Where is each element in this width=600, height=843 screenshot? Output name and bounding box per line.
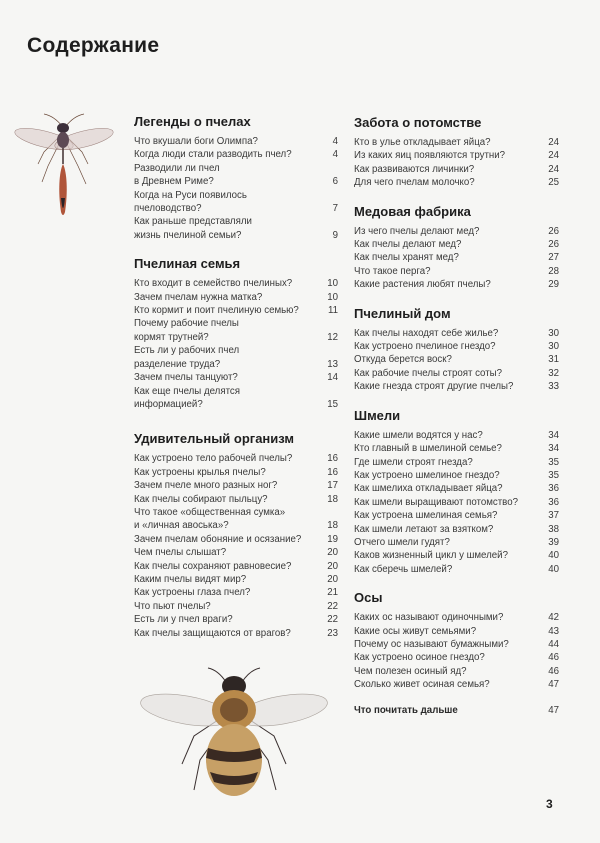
toc-entry[interactable] (354, 678, 559, 691)
entry-page: 20 (327, 560, 338, 572)
entry-title: Кто в улье откладывает яйца? (354, 137, 491, 148)
toc-entry[interactable] (134, 385, 338, 412)
section-title: Осы (354, 590, 383, 606)
entry-page: 37 (548, 510, 559, 522)
toc-entry[interactable] (354, 625, 559, 638)
section-amazing-organism (134, 431, 338, 640)
entry-title: Зачем пчелы танцуют? (134, 372, 238, 384)
entry-page: 36 (548, 496, 559, 508)
entry-title: Каков жизненный цикл у шмелей? (354, 550, 508, 562)
entry-title: Как пчелы защищаются от врагов? (134, 627, 291, 639)
entry-page: 40 (548, 550, 559, 562)
entry-title: Что вкушали боги Олимпа? (134, 136, 258, 147)
toc-entry[interactable] (354, 278, 559, 291)
entry-title: Как сберечь шмелей? (354, 563, 453, 575)
entry-page: 42 (548, 612, 559, 624)
entry-title: Отчего шмели гудят? (354, 536, 450, 548)
toc-entry[interactable] (354, 429, 559, 442)
section-wasps (354, 590, 559, 691)
entry-title: Как пчелы сохраняют равновесие? (134, 560, 292, 572)
entry-title: Когда люди стали разводить пчел? (134, 149, 292, 161)
toc-entry[interactable] (134, 466, 338, 479)
entry-page: 27 (548, 252, 559, 264)
toc-entry[interactable] (134, 371, 338, 384)
entry-title: Как шмелиха откладывает яйца? (354, 483, 503, 495)
entry-page: 16 (327, 453, 338, 465)
entry-title: Зачем пчелам нужна матка? (134, 291, 263, 303)
entry-page: 33 (548, 381, 559, 393)
entry-title: Для чего пчелам молочко? (354, 177, 475, 189)
toc-entry[interactable] (134, 304, 338, 317)
toc-entry[interactable] (354, 482, 559, 495)
entry-page: 12 (327, 331, 338, 343)
entry-page: 13 (327, 358, 338, 370)
entry-page: 29 (548, 279, 559, 291)
toc-entry[interactable] (354, 367, 559, 380)
section-offspring-care (354, 115, 559, 190)
entry-page: 24 (548, 137, 559, 148)
toc-entry[interactable] (134, 148, 338, 161)
section-title: Легенды о пчелах (134, 114, 251, 129)
entry-title: Как шмели выращивают потомство? (354, 496, 518, 508)
entry-page: 18 (327, 493, 338, 505)
entry-title: Из каких яиц появляются трутни? (354, 150, 506, 162)
contents-left-column (134, 114, 338, 654)
toc-entry[interactable] (354, 469, 559, 482)
entry-title: Почему рабочие пчелы кормят трутней? (134, 318, 239, 343)
toc-entry[interactable] (354, 251, 559, 264)
entry-title: Как пчелы собирают пыльцу? (134, 493, 268, 505)
toc-entry[interactable] (354, 523, 559, 536)
entry-page: 36 (548, 483, 559, 495)
entry-page: 46 (548, 665, 559, 677)
entry-title: Как устроены крылья пчелы? (134, 466, 266, 478)
toc-entry[interactable] (354, 509, 559, 522)
entry-title: Разводили ли пчел в Древнем Риме? (134, 162, 220, 188)
entry-page: 32 (548, 367, 559, 379)
entry-page: 30 (548, 327, 559, 339)
toc-entry[interactable] (354, 149, 559, 162)
entry-page: 26 (548, 225, 559, 237)
entry-page: 10 (327, 278, 338, 290)
toc-entry[interactable] (354, 327, 559, 340)
toc-entry[interactable] (354, 265, 559, 278)
entry-title: Каким пчелы видят мир? (134, 573, 247, 585)
entry-page: 47 (548, 704, 559, 716)
section-bee-house (354, 306, 559, 394)
entry-page: 14 (327, 372, 338, 384)
toc-entry[interactable] (134, 291, 338, 304)
entry-title: Кто главный в шмелиной семье? (354, 443, 502, 455)
toc-entry[interactable] (354, 340, 559, 353)
entry-page: 6 (332, 176, 338, 188)
entry-page: 18 (327, 520, 338, 532)
toc-entry[interactable] (134, 560, 338, 573)
entry-page: 46 (548, 652, 559, 664)
entry-title: Каких ос называют одиночными? (354, 612, 504, 624)
entry-title: Чем пчелы слышат? (134, 547, 227, 559)
entry-title: Как устроено шмелиное гнездо? (354, 469, 500, 481)
entry-title: Как устроено осиное гнездо? (354, 652, 485, 664)
entry-page: 10 (327, 291, 338, 303)
entry-page: 24 (548, 150, 559, 162)
entry-page: 22 (327, 614, 338, 626)
toc-entry[interactable] (134, 277, 338, 290)
entry-title: Какие шмели водятся у нас? (354, 429, 483, 441)
entry-title: Кто кормит и поит пчелиную семью? (134, 305, 299, 317)
entry-title: Есть ли у пчел враги? (134, 614, 233, 626)
entry-page: 20 (327, 547, 338, 559)
toc-entry[interactable] (354, 549, 559, 562)
page-number: 3 (546, 797, 553, 811)
toc-entry[interactable] (354, 353, 559, 366)
entry-title: Чем полезен осиный яд? (354, 665, 467, 677)
toc-entry[interactable] (354, 665, 559, 678)
section-bumblebees (354, 408, 559, 576)
entry-page: 39 (548, 536, 559, 548)
toc-entry[interactable] (134, 546, 338, 559)
entry-title: Из чего пчелы делают мед? (354, 225, 480, 237)
entry-title: Сколько живет осиная семья? (354, 679, 490, 691)
entry-page: 11 (327, 305, 338, 317)
toc-entry[interactable] (134, 452, 338, 465)
toc-entry[interactable] (354, 176, 559, 189)
entry-page: 31 (548, 354, 559, 366)
entry-page: 40 (548, 563, 559, 575)
section-title: Пчелиная семья (134, 256, 241, 272)
section-title: Пчелиный дом (354, 305, 451, 321)
entry-title: Когда на Руси появилось пчеловодство? (134, 189, 247, 215)
entry-page: 26 (548, 239, 559, 251)
page-title: Содержание (27, 34, 160, 57)
section-title: Забота о потомстве (354, 115, 482, 130)
entry-page: 4 (332, 136, 338, 147)
toc-entry[interactable] (134, 162, 338, 189)
entry-page: 24 (548, 163, 559, 175)
toc-entry[interactable] (354, 638, 559, 651)
toc-entry[interactable] (134, 135, 338, 148)
section-legends (134, 114, 338, 242)
entry-page: 21 (327, 587, 338, 599)
entry-title: Где шмели строят гнезда? (354, 456, 473, 468)
toc-entry[interactable] (354, 136, 559, 149)
entry-page: 7 (332, 203, 338, 215)
toc-entry[interactable] (354, 238, 559, 251)
wasp-illustration (4, 112, 122, 224)
toc-entry[interactable] (354, 225, 559, 238)
entry-title: Зачем пчелам обоняние и осязание? (134, 533, 302, 545)
section-title: Медовая фабрика (354, 203, 471, 219)
toc-entry[interactable] (354, 380, 559, 393)
entry-title: Как устроена шмелиная семья? (354, 510, 498, 522)
entry-title: Как раньше представляли жизнь пчелиной семьи? (134, 216, 252, 241)
bumblebee-illustration (138, 660, 330, 810)
entry-title: Как устроено тело рабочей пчелы? (134, 453, 293, 465)
toc-entry[interactable] (134, 586, 338, 599)
entry-page: 38 (548, 523, 559, 535)
toc-entry[interactable] (134, 493, 338, 506)
toc-entry[interactable] (354, 611, 559, 624)
toc-entry[interactable] (134, 600, 338, 613)
entry-title: Откуда берется воск? (354, 354, 452, 366)
toc-entry[interactable] (134, 317, 338, 344)
entry-title: Что пьют пчелы? (134, 600, 211, 612)
entry-title: Как пчелы делают мед? (354, 239, 462, 251)
entry-page: 35 (548, 469, 559, 481)
toc-entry[interactable] (134, 189, 338, 216)
entry-page: 44 (548, 638, 559, 650)
entry-title: Есть ли у рабочих пчел разделение труда? (134, 345, 240, 370)
entry-page: 17 (327, 480, 338, 492)
entry-title: Как пчелы находят себе жилье? (354, 327, 499, 339)
entry-page: 34 (548, 429, 559, 441)
entry-title: Как устроены глаза пчел? (134, 587, 251, 599)
entry-page: 34 (548, 443, 559, 455)
section-honey-factory (354, 204, 559, 292)
entry-page: 22 (327, 600, 338, 612)
toc-entry[interactable] (134, 613, 338, 626)
toc-entry[interactable] (354, 442, 559, 455)
contents-right-column (354, 115, 559, 717)
section-title: Удивительный организм (134, 431, 295, 447)
toc-entry[interactable] (134, 215, 338, 242)
entry-title: Что почитать дальше (354, 704, 458, 716)
entry-title: Какие осы живут семьями? (354, 625, 477, 637)
entry-title: Зачем пчеле много разных ног? (134, 480, 278, 492)
entry-title: Кто входит в семейство пчелиных? (134, 278, 293, 290)
further-reading-entry[interactable] (354, 704, 559, 717)
entry-page: 47 (548, 679, 559, 691)
entry-title: Что такое перга? (354, 265, 431, 277)
entry-title: Как пчелы хранят мед? (354, 252, 459, 264)
toc-entry[interactable] (354, 536, 559, 549)
toc-entry[interactable] (134, 627, 338, 640)
toc-entry[interactable] (134, 479, 338, 492)
entry-page: 43 (548, 625, 559, 637)
entry-page: 23 (327, 627, 338, 639)
toc-entry[interactable] (354, 563, 559, 576)
toc-entry[interactable] (134, 573, 338, 586)
entry-title: Как развиваются личинки? (354, 163, 475, 175)
section-title: Шмели (354, 407, 401, 423)
entry-title: Как еще пчелы делятся информацией? (134, 385, 240, 410)
toc-entry[interactable] (354, 496, 559, 509)
toc-entry[interactable] (354, 163, 559, 176)
toc-entry[interactable] (354, 456, 559, 469)
entry-page: 9 (332, 229, 338, 241)
toc-entry[interactable] (134, 533, 338, 546)
toc-entry[interactable] (134, 344, 338, 371)
entry-page: 15 (327, 398, 338, 410)
entry-page: 25 (548, 177, 559, 189)
toc-entry[interactable] (354, 651, 559, 664)
entry-title: Почему ос называют бумажными? (354, 638, 509, 650)
entry-title: Как устроено пчелиное гнездо? (354, 341, 496, 353)
entry-page: 16 (327, 466, 338, 478)
entry-title: Как рабочие пчелы строят соты? (354, 367, 503, 379)
entry-page: 30 (548, 341, 559, 353)
entry-title: Что такое «общественная сумка» и «личная авоська»? (134, 506, 286, 532)
entry-page: 4 (332, 149, 338, 161)
entry-page: 20 (327, 573, 338, 585)
entry-page: 19 (327, 533, 338, 545)
entry-title: Как шмели летают за взятком? (354, 523, 494, 535)
entry-page: 28 (548, 265, 559, 277)
toc-entry[interactable] (134, 506, 338, 533)
entry-title: Какие растения любят пчелы? (354, 279, 491, 291)
entry-title: Какие гнезда строят другие пчелы? (354, 381, 514, 393)
section-bee-family (134, 256, 338, 411)
entry-page: 35 (548, 456, 559, 468)
